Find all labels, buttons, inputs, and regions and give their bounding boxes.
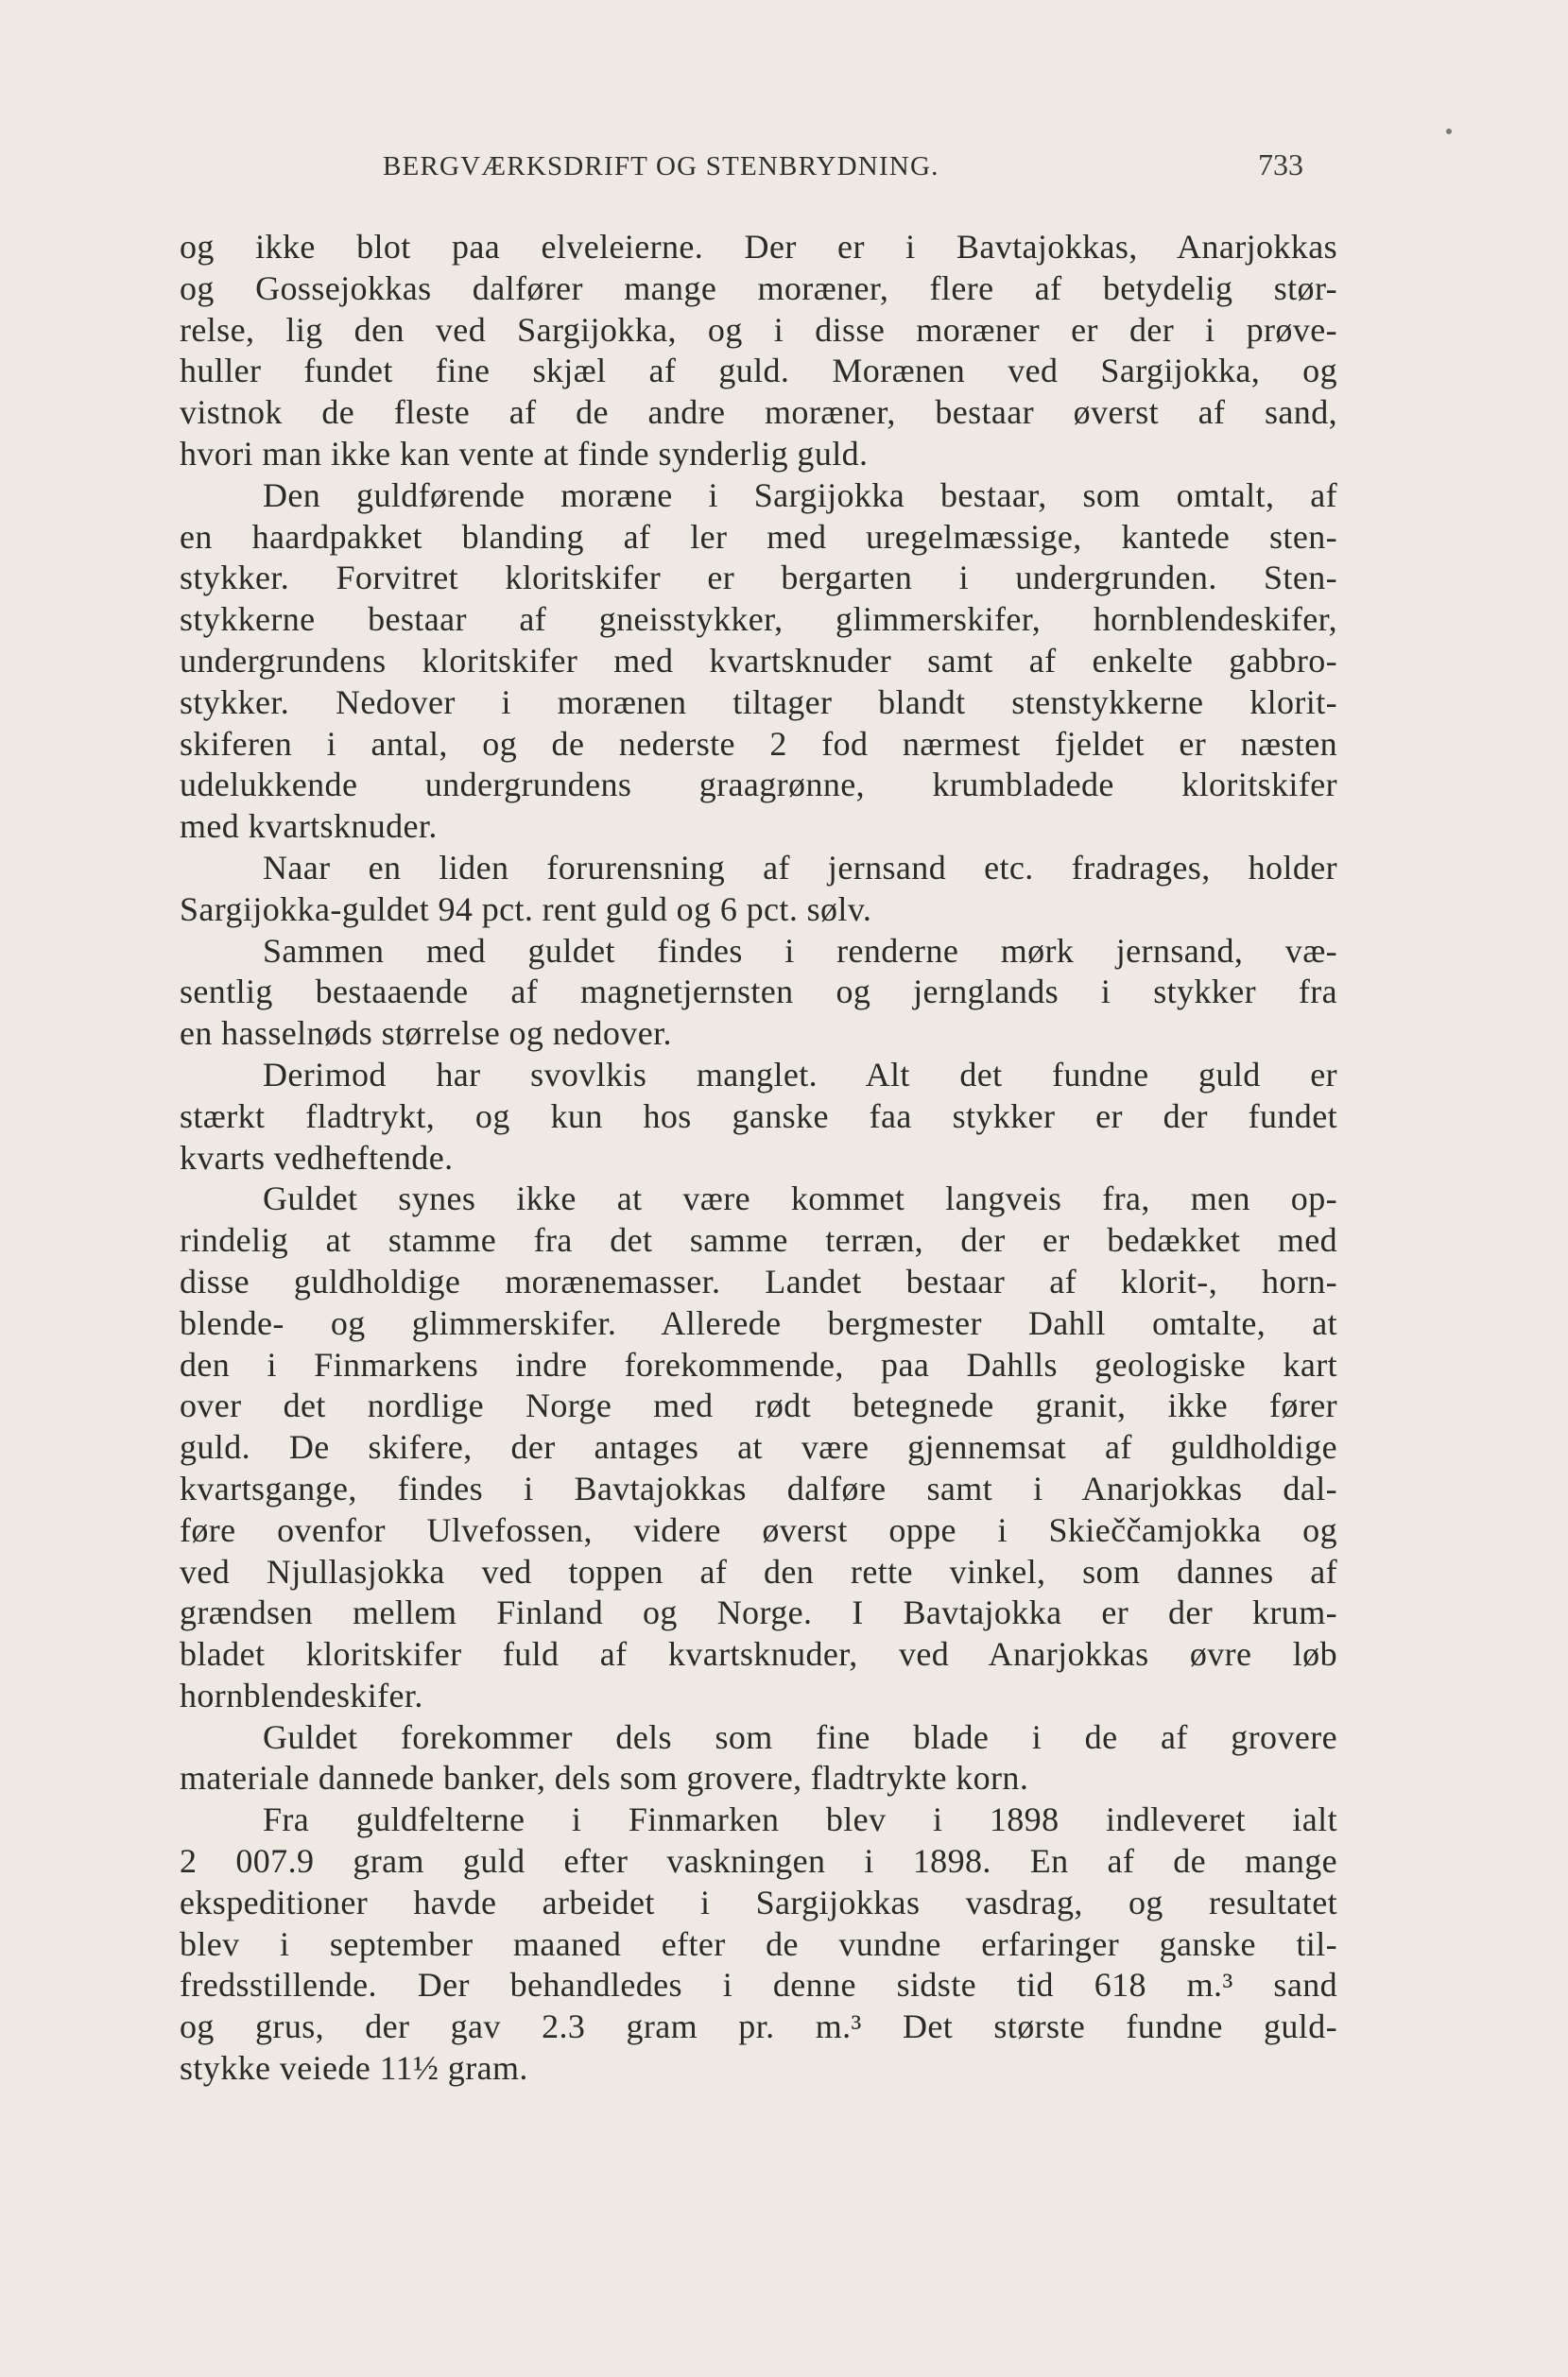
- text-line: stærkt fladtrykt, og kun hos ganske faa stykker er der fundet: [180, 1096, 1337, 1135]
- text-line: og grus, der gav 2.3 gram pr. m.³ Det største fundne guld-: [180, 2007, 1337, 2046]
- text-line: vistnok de fleste af de andre moræner, bestaar øverst af sand,: [180, 393, 1337, 432]
- text-line: kvartsgange, findes i Bavtajokkas dalføre samt i Anarjokkas dal-: [180, 1469, 1337, 1507]
- text-line: Guldet synes ikke at være kommet langveis fra, men op-: [263, 1180, 1337, 1218]
- text-line: relse, lig den ved Sargijokka, og i disse moræner er der i prøve-: [180, 310, 1337, 349]
- text-line: fredsstillende. Der behandledes i denne sidste tid 618 m.³ sand: [180, 1966, 1337, 2005]
- text-line: bladet kloritskifer fuld af kvartsknuder, ved Anarjokkas øvre løb: [180, 1635, 1337, 1674]
- running-head: [0, 147, 1568, 189]
- text-line: grændsen mellem Finland og Norge. I Bavtajokka er der krum-: [180, 1593, 1337, 1632]
- text-line: blende- og glimmerskifer. Allerede bergmester Dahll omtalte, at: [180, 1303, 1337, 1342]
- text-line: Naar en liden forurensning af jernsand etc. fradrages, holder: [263, 848, 1337, 887]
- text-line: guld. De skifere, der antages at være gjennemsat af guldholdige: [180, 1428, 1337, 1467]
- text-line: hornblendeskifer.: [180, 1676, 423, 1714]
- text-line: disse guldholdige morænemasser. Landet bestaar af klorit-, horn-: [180, 1262, 1337, 1300]
- running-title: BERGVÆRKSDRIFT OG STENBRYDNING.: [383, 151, 939, 181]
- text-line: ekspeditioner havde arbeidet i Sargijokkas vasdrag, og resultatet: [180, 1883, 1337, 1921]
- ink-speck: [1446, 129, 1452, 134]
- text-line: Guldet forekommer dels som fine blade i de af grovere: [263, 1717, 1337, 1756]
- text-line: en hasselnøds størrelse og nedover.: [180, 1014, 672, 1053]
- text-line: materiale dannede banker, dels som grovere, fladtrykte korn.: [180, 1759, 1029, 1798]
- text-line: 2 007.9 gram guld efter vaskningen i 1898. En af de mange: [180, 1842, 1337, 1881]
- text-line: stykke veiede 11½ gram.: [180, 2049, 528, 2088]
- text-line: med kvartsknuder.: [180, 807, 438, 846]
- text-line: Den guldførende moræne i Sargijokka bestaar, som omtalt, af: [263, 475, 1337, 514]
- text-line: føre ovenfor Ulvefossen, videre øverst oppe i Skieččamjokka og: [180, 1510, 1337, 1549]
- text-line: sentlig bestaaende af magnetjernsten og jernglands i stykker fra: [180, 973, 1337, 1011]
- text-line: blev i september maaned efter de vundne erfaringer ganske til-: [180, 1924, 1337, 1963]
- text-line: Sargijokka-guldet 94 pct. rent guld og 6 pct. sølv.: [180, 889, 872, 928]
- text-line: udelukkende undergrundens graagrønne, krumbladede kloritskifer: [180, 766, 1337, 804]
- text-line: hvori man ikke kan vente at finde synderlig guld.: [180, 434, 869, 473]
- text-line: ved Njullasjokka ved toppen af den rette vinkel, som dannes af: [180, 1552, 1337, 1591]
- text-line: stykker. Forvitret kloritskifer er bergarten i undergrunden. Sten-: [180, 559, 1337, 597]
- text-line: undergrundens kloritskifer med kvartsknuder samt af enkelte gabbro-: [180, 641, 1337, 680]
- body-text: [180, 227, 1337, 2090]
- text-line: og Gossejokkas dalfører mange moræner, flere af betydelig stør-: [180, 268, 1337, 307]
- text-line: den i Finmarkens indre forekommende, paa Dahlls geologiske kart: [180, 1345, 1337, 1384]
- text-line: kvarts vedheftende.: [180, 1138, 454, 1177]
- text-line: over det nordlige Norge med rødt betegnede granit, ikke fører: [180, 1387, 1337, 1425]
- text-line: rindelig at stamme fra det samme terræn, der er bedækket med: [180, 1221, 1337, 1260]
- text-line: stykkerne bestaar af gneisstykker, glimmerskifer, hornblendeskifer,: [180, 600, 1337, 639]
- text-line: skiferen i antal, og de nederste 2 fod nærmest fjeldet er næsten: [180, 724, 1337, 763]
- text-line: en haardpakket blanding af ler med uregelmæssige, kantede sten-: [180, 517, 1337, 556]
- text-line: Sammen med guldet findes i renderne mørk jernsand, væ-: [263, 931, 1337, 970]
- text-line: og ikke blot paa elveleierne. Der er i Bavtajokkas, Anarjokkas: [180, 228, 1337, 266]
- text-line: Derimod har svovlkis manglet. Alt det fundne guld er: [263, 1055, 1337, 1094]
- page-number: 733: [1258, 147, 1303, 181]
- text-line: huller fundet fine skjæl af guld. Morænen ved Sargijokka, og: [180, 352, 1337, 390]
- text-line: stykker. Nedover i morænen tiltager blandt stenstykkerne klorit-: [180, 682, 1337, 721]
- text-line: Fra guldfelterne i Finmarken blev i 1898 indleveret ialt: [263, 1800, 1337, 1839]
